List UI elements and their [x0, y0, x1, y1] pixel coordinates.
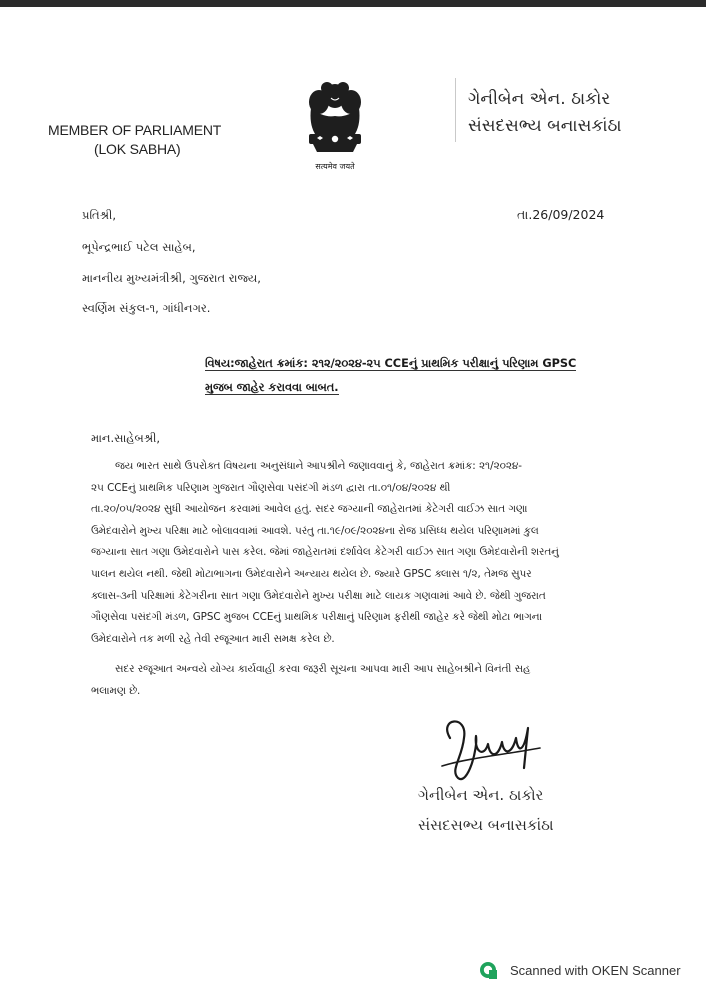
oken-scanner-logo-icon: [479, 961, 497, 979]
salutation: માન.સાહેબશ્રી,: [91, 431, 161, 445]
addressee-line: ભૂપેન્દ્રભાઈ પટેલ સાહેબ,: [82, 240, 196, 254]
national-emblem-icon: [297, 74, 373, 176]
header-divider: [455, 78, 456, 142]
body-line: ઉમેદવારોને તક મળી રહે તેવી રજૂઆત મારી સમક્ષ કરેલ છે.: [91, 632, 335, 645]
scanner-watermark-text: Scanned with OKEN Scanner: [510, 962, 681, 978]
body-line: ઉમેદવારોને મુખ્ય પરિક્ષા માટે બોલાવવામાં આવશે. પરંતુ તા.૧૯/૦૯/૨૦૨૪ના રોજ પ્રસિધ્ધ થયેલ પરિણામમાં કુલ: [91, 524, 539, 537]
signature-name: ગેનીબેન એન. ઠાકોર: [418, 786, 544, 804]
body-line: ક્લાસ-૩ની પરિક્ષામાં કેટેગરીના સાત ગણા ઉમેદવારોને મુખ્ય પરીક્ષા માટે લાયક ગણવામાં આવે છે. જેથી ગુજરાત: [91, 589, 546, 602]
body-line: સદર રજૂઆત અન્વયે યોગ્ય કાર્યવાહી કરવા જરૂરી સૂચના આપવા મારી આપ સાહેબશ્રીને વિનંતી સહ: [115, 663, 531, 675]
subject-line1: વિષય:જાહેરાત ક્રમાંક: ૨૧૨/૨૦૨૪-૨૫ CCEનું પ્રાથમિક પરીક્ષાનું પરિણામ GPSC: [205, 357, 577, 370]
letterhead-name: ગેનીબેન એન. ઠાકોર: [468, 89, 611, 109]
body-line: પાલન થયેલ નથી. જેથી મોટાભાગના ઉમેદવારોને અન્યાય થયેલ છે. જ્યારે GPSC ક્લાસ ૧/૨, તેમજ સુપર: [91, 567, 532, 580]
scanner-watermark: [479, 960, 681, 980]
body-line: ભલામણ છે.: [91, 684, 141, 697]
letterhead-gujarati: [468, 86, 622, 140]
letterhead-designation: સંસદસભ્ય બનાસકાંઠા: [468, 116, 622, 136]
emblem-motto: सत्यमेव जयते: [315, 162, 355, 171]
letterhead-title-line1: MEMBER OF PARLIAMENT: [48, 122, 222, 138]
handwritten-signature: [428, 708, 548, 788]
body-paragraph-2: [91, 659, 530, 702]
letterhead-english: [48, 121, 221, 159]
body-line: જગ્યાના સાત ગણા ઉમેદવારોને પાસ કરેલ. જેમાં જાહેરાતમાં દર્શાવેલ કેટેગરી વાઈઝ સાત ગણા ઉમેદવારોની શરતનું: [91, 546, 559, 559]
signature-block: [418, 780, 554, 840]
body-line: જય ભારત સાથે ઉપરોક્ત વિષયના અનુસંધાને આપશ્રીને જણાવવાનું કે, જાહેરાત ક્રમાંક: ૨૧/૨૦૨૪-: [115, 460, 522, 472]
addressee-line: સ્વર્ણિમ સંકુલ-૧, ગાંધીનગર.: [82, 301, 211, 315]
addressee-line: માનનીય મુખ્યમંત્રીશ્રી, ગુજરાત રાજ્ય,: [82, 271, 261, 285]
letterhead-title-line2: (LOK SABHA): [94, 141, 181, 157]
body-line: તા.૨૦/૦૫/૨૦૨૪ સુધી આયોજન કરવામાં આવેલ હતું. સદર જગ્યાની જાહેરાતમાં કેટેગરી વાઈઝ સાત ગણા: [91, 503, 528, 516]
subject-line2: મુજબ જાહેર કરાવવા બાબત.: [205, 381, 339, 394]
body-paragraph-1: [91, 456, 559, 650]
body-line: ગૌણસેવા પસંદગી મંડળ, GPSC મુજબ CCEનું પ્રાથમિક પરીક્ષાનું પરિણામ ફરીથી જાહેર કરે જેથી મોટા ભાગના: [91, 611, 542, 624]
addressee-line: પ્રતિશ્રી,: [82, 208, 117, 222]
subject-block: [205, 352, 576, 400]
scan-top-border: [0, 0, 706, 7]
body-line: ૨૫ CCEનું પ્રાથમિક પરિણામ ગુજરાત ગૌણસેવા પસંદગી મંડળ દ્વારા તા.૦૧/૦૪/૨૦૨૪ થી: [91, 481, 451, 494]
signature-designation: સંસદસભ્ય બનાસકાંઠા: [418, 816, 554, 834]
letter-date: તા.26/09/2024: [517, 207, 605, 222]
